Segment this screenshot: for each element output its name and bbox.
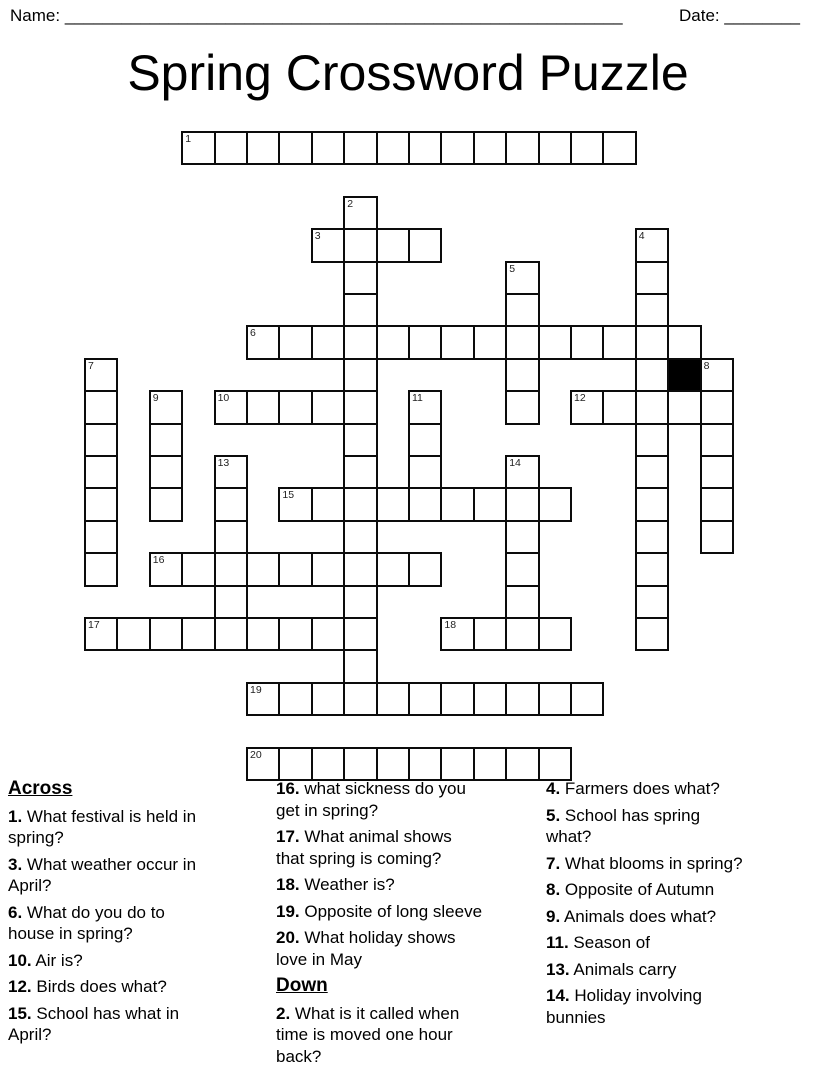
clue-text: Holiday involving bunnies bbox=[546, 986, 702, 1027]
clue-text: What is it called when time is moved one hour back? bbox=[276, 1003, 460, 1066]
grid-cell-r6c16[interactable] bbox=[602, 325, 636, 359]
grid-cell-r3c10[interactable] bbox=[408, 228, 442, 262]
cell-number-10: 10 bbox=[217, 392, 230, 405]
grid-cell-r15c8[interactable] bbox=[343, 617, 377, 651]
grid-cell-r19c7[interactable] bbox=[311, 747, 345, 781]
grid-cell-r5c8[interactable] bbox=[343, 293, 377, 327]
grid-cell-r6c12[interactable] bbox=[473, 325, 507, 359]
cell-number-12: 12 bbox=[574, 392, 586, 405]
grid-cell-r6c9[interactable] bbox=[376, 325, 410, 359]
cell-number-13: 13 bbox=[217, 457, 230, 469]
clue-number: 16. bbox=[276, 779, 300, 798]
grid-cell-r13c2[interactable] bbox=[149, 552, 183, 586]
clue-7-down bbox=[546, 853, 808, 875]
clue-number: 1. bbox=[8, 806, 23, 826]
grid-cell-r10c8[interactable] bbox=[343, 455, 377, 489]
grid-cell-r8c19[interactable] bbox=[700, 390, 734, 424]
grid-cell-r19c14[interactable] bbox=[538, 747, 572, 781]
clue-text: Weather is? bbox=[299, 875, 395, 894]
grid-cell-r7c19[interactable] bbox=[700, 358, 734, 392]
grid-cell-r10c10[interactable] bbox=[408, 455, 442, 489]
cell-number-14: 14 bbox=[509, 457, 521, 469]
grid-cell-r15c11[interactable] bbox=[440, 617, 474, 651]
grid-cell-r15c0[interactable] bbox=[84, 617, 118, 651]
clue-6-across bbox=[8, 902, 268, 945]
grid-black-cell bbox=[667, 358, 701, 392]
cell-number-1: 1 bbox=[185, 133, 192, 145]
grid-cell-r6c5[interactable] bbox=[246, 325, 280, 359]
grid-cell-r8c0[interactable] bbox=[84, 390, 118, 424]
clue-1-across bbox=[8, 806, 268, 849]
grid-cell-r11c7[interactable] bbox=[311, 487, 345, 521]
grid-cell-r9c17[interactable] bbox=[635, 423, 669, 457]
date-input-line[interactable]: ________ bbox=[724, 6, 800, 25]
grid-cell-r4c8[interactable] bbox=[343, 261, 377, 295]
grid-cell-r19c5[interactable] bbox=[246, 747, 280, 781]
clue-text: What festival is held in spring? bbox=[8, 806, 197, 847]
grid-cell-r19c10[interactable] bbox=[408, 747, 442, 781]
clue-text: School has spring what? bbox=[546, 805, 701, 846]
grid-cell-r6c18[interactable] bbox=[667, 325, 701, 359]
date-label: Date: bbox=[678, 6, 720, 25]
clues-column-1 bbox=[8, 778, 268, 1051]
grid-cell-r12c8[interactable] bbox=[343, 520, 377, 554]
grid-cell-r17c7[interactable] bbox=[311, 682, 345, 716]
clue-11-down bbox=[546, 932, 808, 954]
grid-cell-r14c8[interactable] bbox=[343, 585, 377, 619]
grid-cell-r8c17[interactable] bbox=[635, 390, 669, 424]
grid-cell-r11c13[interactable] bbox=[505, 487, 539, 521]
grid-cell-r19c6[interactable] bbox=[278, 747, 312, 781]
clue-14-down bbox=[546, 985, 808, 1028]
clue-20-across bbox=[276, 927, 538, 970]
grid-cell-r5c17[interactable] bbox=[635, 293, 669, 327]
cell-number-17: 17 bbox=[88, 619, 100, 631]
grid-cell-r15c7[interactable] bbox=[311, 617, 345, 651]
name-label: Name: bbox=[10, 6, 61, 25]
clue-text: Season of bbox=[568, 933, 650, 952]
grid-cell-r6c17[interactable] bbox=[635, 325, 669, 359]
grid-cell-r11c11[interactable] bbox=[440, 487, 474, 521]
grid-cell-r9c2[interactable] bbox=[149, 423, 183, 457]
grid-cell-r19c8[interactable] bbox=[343, 747, 377, 781]
grid-cell-r12c19[interactable] bbox=[700, 520, 734, 554]
clue-text: Animals does what? bbox=[560, 906, 717, 926]
grid-cell-r11c17[interactable] bbox=[635, 487, 669, 521]
cell-number-3: 3 bbox=[314, 230, 321, 243]
grid-cell-r13c0[interactable] bbox=[84, 552, 118, 586]
grid-cell-r15c12[interactable] bbox=[473, 617, 507, 651]
page-title: Spring Crossword Puzzle bbox=[127, 45, 689, 101]
clue-12-across bbox=[8, 976, 268, 998]
clue-2-down bbox=[276, 1003, 538, 1068]
clue-9-down bbox=[546, 906, 808, 928]
clues-column-2 bbox=[276, 778, 538, 1072]
grid-cell-r6c6[interactable] bbox=[278, 325, 312, 359]
grid-cell-r15c6[interactable] bbox=[278, 617, 312, 651]
grid-cell-r7c17[interactable] bbox=[635, 358, 669, 392]
grid-cell-r13c6[interactable] bbox=[278, 552, 312, 586]
grid-cell-r7c13[interactable] bbox=[505, 358, 539, 392]
grid-cell-r17c9[interactable] bbox=[376, 682, 410, 716]
grid-cell-r11c19[interactable] bbox=[700, 487, 734, 521]
grid-cell-r10c4[interactable] bbox=[214, 455, 248, 489]
grid-cell-r0c16[interactable] bbox=[602, 131, 636, 165]
cell-number-4: 4 bbox=[638, 230, 645, 243]
clue-4-down bbox=[546, 778, 808, 800]
grid-cell-r13c10[interactable] bbox=[408, 552, 442, 586]
grid-cell-r17c15[interactable] bbox=[570, 682, 604, 716]
grid-cell-r15c17[interactable] bbox=[635, 617, 669, 651]
grid-cell-r11c9[interactable] bbox=[376, 487, 410, 521]
across-heading: Across bbox=[8, 778, 73, 799]
grid-cell-r10c0[interactable] bbox=[84, 455, 118, 489]
clue-text: School has what in April? bbox=[8, 1003, 180, 1044]
grid-cell-r10c2[interactable] bbox=[149, 455, 183, 489]
grid-cell-r17c14[interactable] bbox=[538, 682, 572, 716]
grid-cell-r0c14[interactable] bbox=[538, 131, 572, 165]
grid-cell-r15c14[interactable] bbox=[538, 617, 572, 651]
grid-cell-r15c13[interactable] bbox=[505, 617, 539, 651]
grid-cell-r0c10[interactable] bbox=[408, 131, 442, 165]
grid-cell-r13c4[interactable] bbox=[214, 552, 248, 586]
grid-cell-r10c17[interactable] bbox=[635, 455, 669, 489]
header-row bbox=[10, 6, 800, 26]
crossword-grid bbox=[84, 131, 736, 783]
grid-cell-r11c8[interactable] bbox=[343, 487, 377, 521]
grid-cell-r11c10[interactable] bbox=[408, 487, 442, 521]
name-field bbox=[10, 6, 623, 26]
grid-cell-r12c17[interactable] bbox=[635, 520, 669, 554]
grid-cell-r6c11[interactable] bbox=[440, 325, 474, 359]
grid-cell-r4c13[interactable] bbox=[505, 261, 539, 295]
clue-text: What do you do to house in spring? bbox=[8, 902, 165, 943]
clue-13-down bbox=[546, 959, 808, 981]
grid-cell-r9c0[interactable] bbox=[84, 423, 118, 457]
clue-text: what sickness do you get in spring? bbox=[276, 779, 466, 820]
grid-cell-r13c7[interactable] bbox=[311, 552, 345, 586]
grid-cell-r6c14[interactable] bbox=[538, 325, 572, 359]
clue-text: Farmers does what? bbox=[560, 779, 720, 798]
grid-cell-r13c8[interactable] bbox=[343, 552, 377, 586]
clue-number: 13. bbox=[546, 959, 570, 979]
cell-number-16: 16 bbox=[152, 554, 165, 567]
clue-number: 7. bbox=[546, 853, 561, 873]
clue-8-down bbox=[546, 879, 808, 901]
cell-number-20: 20 bbox=[250, 748, 262, 761]
clue-number: 10. bbox=[8, 950, 32, 970]
cell-number-15: 15 bbox=[282, 489, 295, 502]
clue-10-across bbox=[8, 950, 268, 972]
grid-cell-r11c6[interactable] bbox=[278, 487, 312, 521]
grid-cell-r0c15[interactable] bbox=[570, 131, 604, 165]
cell-number-19: 19 bbox=[250, 683, 262, 696]
clue-text: Air is? bbox=[31, 950, 83, 970]
name-input-line[interactable]: ___________________________________________________________ bbox=[64, 6, 623, 25]
grid-cell-r8c2[interactable] bbox=[149, 390, 183, 424]
clue-text: Opposite of long sleeve bbox=[299, 901, 483, 921]
grid-cell-r9c10[interactable] bbox=[408, 423, 442, 457]
grid-cell-r4c17[interactable] bbox=[635, 261, 669, 295]
clue-number: 14. bbox=[546, 986, 570, 1005]
clue-3-across bbox=[8, 854, 268, 897]
cell-number-8: 8 bbox=[703, 359, 710, 372]
grid-cell-r11c0[interactable] bbox=[84, 487, 118, 521]
grid-cell-r0c12[interactable] bbox=[473, 131, 507, 165]
clue-number: 19. bbox=[276, 901, 300, 921]
grid-cell-r7c0[interactable] bbox=[84, 358, 118, 392]
grid-cell-r19c12[interactable] bbox=[473, 747, 507, 781]
grid-cell-r11c4[interactable] bbox=[214, 487, 248, 521]
clue-15-across bbox=[8, 1003, 268, 1046]
cell-number-9: 9 bbox=[152, 392, 159, 405]
clue-number: 18. bbox=[276, 875, 300, 894]
clue-text: Birds does what? bbox=[31, 977, 167, 996]
grid-cell-r6c13[interactable] bbox=[505, 325, 539, 359]
grid-cell-r13c9[interactable] bbox=[376, 552, 410, 586]
clues-column-3 bbox=[546, 778, 808, 1033]
grid-cell-r0c4[interactable] bbox=[214, 131, 248, 165]
cell-number-2: 2 bbox=[347, 197, 354, 210]
grid-cell-r17c5[interactable] bbox=[246, 682, 280, 716]
grid-cell-r8c10[interactable] bbox=[408, 390, 442, 424]
clue-text: Animals carry bbox=[569, 959, 677, 979]
cell-number-5: 5 bbox=[509, 262, 516, 275]
grid-cell-r13c13[interactable] bbox=[505, 552, 539, 586]
grid-cell-r3c9[interactable] bbox=[376, 228, 410, 262]
grid-cell-r19c9[interactable] bbox=[376, 747, 410, 781]
grid-cell-r15c5[interactable] bbox=[246, 617, 280, 651]
grid-cell-r8c7[interactable] bbox=[311, 390, 345, 424]
clue-number: 2. bbox=[276, 1003, 291, 1023]
grid-cell-r16c8[interactable] bbox=[343, 649, 377, 683]
clue-text: What weather occur in April? bbox=[8, 854, 197, 895]
grid-cell-r6c15[interactable] bbox=[570, 325, 604, 359]
grid-cell-r17c12[interactable] bbox=[473, 682, 507, 716]
clue-17-across bbox=[276, 826, 538, 869]
grid-cell-r17c8[interactable] bbox=[343, 682, 377, 716]
cell-number-18: 18 bbox=[444, 619, 457, 631]
grid-cell-r2c8[interactable] bbox=[343, 196, 377, 230]
grid-cell-r3c8[interactable] bbox=[343, 228, 377, 262]
clue-number: 6. bbox=[8, 902, 23, 922]
date-field bbox=[679, 6, 800, 26]
grid-cell-r9c19[interactable] bbox=[700, 423, 734, 457]
grid-cell-r7c8[interactable] bbox=[343, 358, 377, 392]
grid-cell-r15c1[interactable] bbox=[116, 617, 150, 651]
clue-number: 9. bbox=[546, 906, 561, 926]
grid-cell-r17c13[interactable] bbox=[505, 682, 539, 716]
clue-5-down bbox=[546, 805, 808, 848]
grid-cell-r3c7[interactable] bbox=[311, 228, 345, 262]
cell-number-7: 7 bbox=[88, 359, 94, 372]
down-heading: Down bbox=[276, 975, 328, 996]
grid-cell-r9c8[interactable] bbox=[343, 423, 377, 457]
grid-cell-r15c4[interactable] bbox=[214, 617, 248, 651]
grid-cell-r0c9[interactable] bbox=[376, 131, 410, 165]
grid-cell-r11c2[interactable] bbox=[149, 487, 183, 521]
clue-number: 4. bbox=[546, 779, 561, 798]
clue-number: 15. bbox=[8, 1003, 32, 1023]
grid-cell-r8c18[interactable] bbox=[667, 390, 701, 424]
grid-cell-r12c4[interactable] bbox=[214, 520, 248, 554]
grid-cell-r19c13[interactable] bbox=[505, 747, 539, 781]
grid-cell-r11c12[interactable] bbox=[473, 487, 507, 521]
grid-cell-r13c17[interactable] bbox=[635, 552, 669, 586]
clue-text: What blooms in spring? bbox=[560, 853, 743, 873]
grid-cell-r17c10[interactable] bbox=[408, 682, 442, 716]
clue-number: 11. bbox=[546, 933, 569, 952]
clue-number: 3. bbox=[8, 854, 23, 874]
clue-number: 8. bbox=[546, 880, 561, 899]
grid-cell-r8c16[interactable] bbox=[602, 390, 636, 424]
grid-cell-r14c13[interactable] bbox=[505, 585, 539, 619]
clue-number: 17. bbox=[276, 827, 300, 846]
grid-cell-r15c3[interactable] bbox=[181, 617, 215, 651]
clue-18-across bbox=[276, 874, 538, 896]
grid-cell-r8c4[interactable] bbox=[214, 390, 248, 424]
clue-number: 12. bbox=[8, 977, 32, 996]
cell-number-11: 11 bbox=[412, 392, 423, 405]
grid-cell-r15c2[interactable] bbox=[149, 617, 183, 651]
grid-cell-r14c17[interactable] bbox=[635, 585, 669, 619]
clue-text: What animal shows that spring is coming? bbox=[276, 827, 452, 868]
clue-16-across bbox=[276, 778, 538, 821]
grid-cell-r10c13[interactable] bbox=[505, 455, 539, 489]
grid-cell-r11c14[interactable] bbox=[538, 487, 572, 521]
grid-cell-r0c7[interactable] bbox=[311, 131, 345, 165]
cell-number-6: 6 bbox=[250, 327, 256, 340]
grid-cell-r6c10[interactable] bbox=[408, 325, 442, 359]
grid-cell-r5c13[interactable] bbox=[505, 293, 539, 327]
grid-cell-r0c5[interactable] bbox=[246, 131, 280, 165]
grid-cell-r12c0[interactable] bbox=[84, 520, 118, 554]
clue-text: What holiday shows love in May bbox=[276, 928, 456, 969]
grid-cell-r0c3[interactable] bbox=[181, 131, 215, 165]
grid-cell-r0c11[interactable] bbox=[440, 131, 474, 165]
grid-cell-r6c7[interactable] bbox=[311, 325, 345, 359]
grid-cell-r0c8[interactable] bbox=[343, 131, 377, 165]
grid-cell-r8c5[interactable] bbox=[246, 390, 280, 424]
grid-cell-r8c13[interactable] bbox=[505, 390, 539, 424]
grid-cell-r8c6[interactable] bbox=[278, 390, 312, 424]
grid-cell-r17c6[interactable] bbox=[278, 682, 312, 716]
grid-cell-r8c15[interactable] bbox=[570, 390, 604, 424]
grid-cell-r10c19[interactable] bbox=[700, 455, 734, 489]
grid-cell-r13c5[interactable] bbox=[246, 552, 280, 586]
grid-cell-r8c8[interactable] bbox=[343, 390, 377, 424]
grid-cell-r17c11[interactable] bbox=[440, 682, 474, 716]
grid-cell-r6c8[interactable] bbox=[343, 325, 377, 359]
clue-number: 5. bbox=[546, 805, 561, 825]
clue-19-across bbox=[276, 901, 538, 923]
grid-cell-r0c13[interactable] bbox=[505, 131, 539, 165]
grid-cell-r19c11[interactable] bbox=[440, 747, 474, 781]
grid-cell-r0c6[interactable] bbox=[278, 131, 312, 165]
grid-cell-r13c3[interactable] bbox=[181, 552, 215, 586]
clue-text: Opposite of Autumn bbox=[560, 880, 715, 899]
grid-cell-r12c13[interactable] bbox=[505, 520, 539, 554]
grid-cell-r14c4[interactable] bbox=[214, 585, 248, 619]
grid-cell-r3c17[interactable] bbox=[635, 228, 669, 262]
clue-number: 20. bbox=[276, 928, 300, 947]
